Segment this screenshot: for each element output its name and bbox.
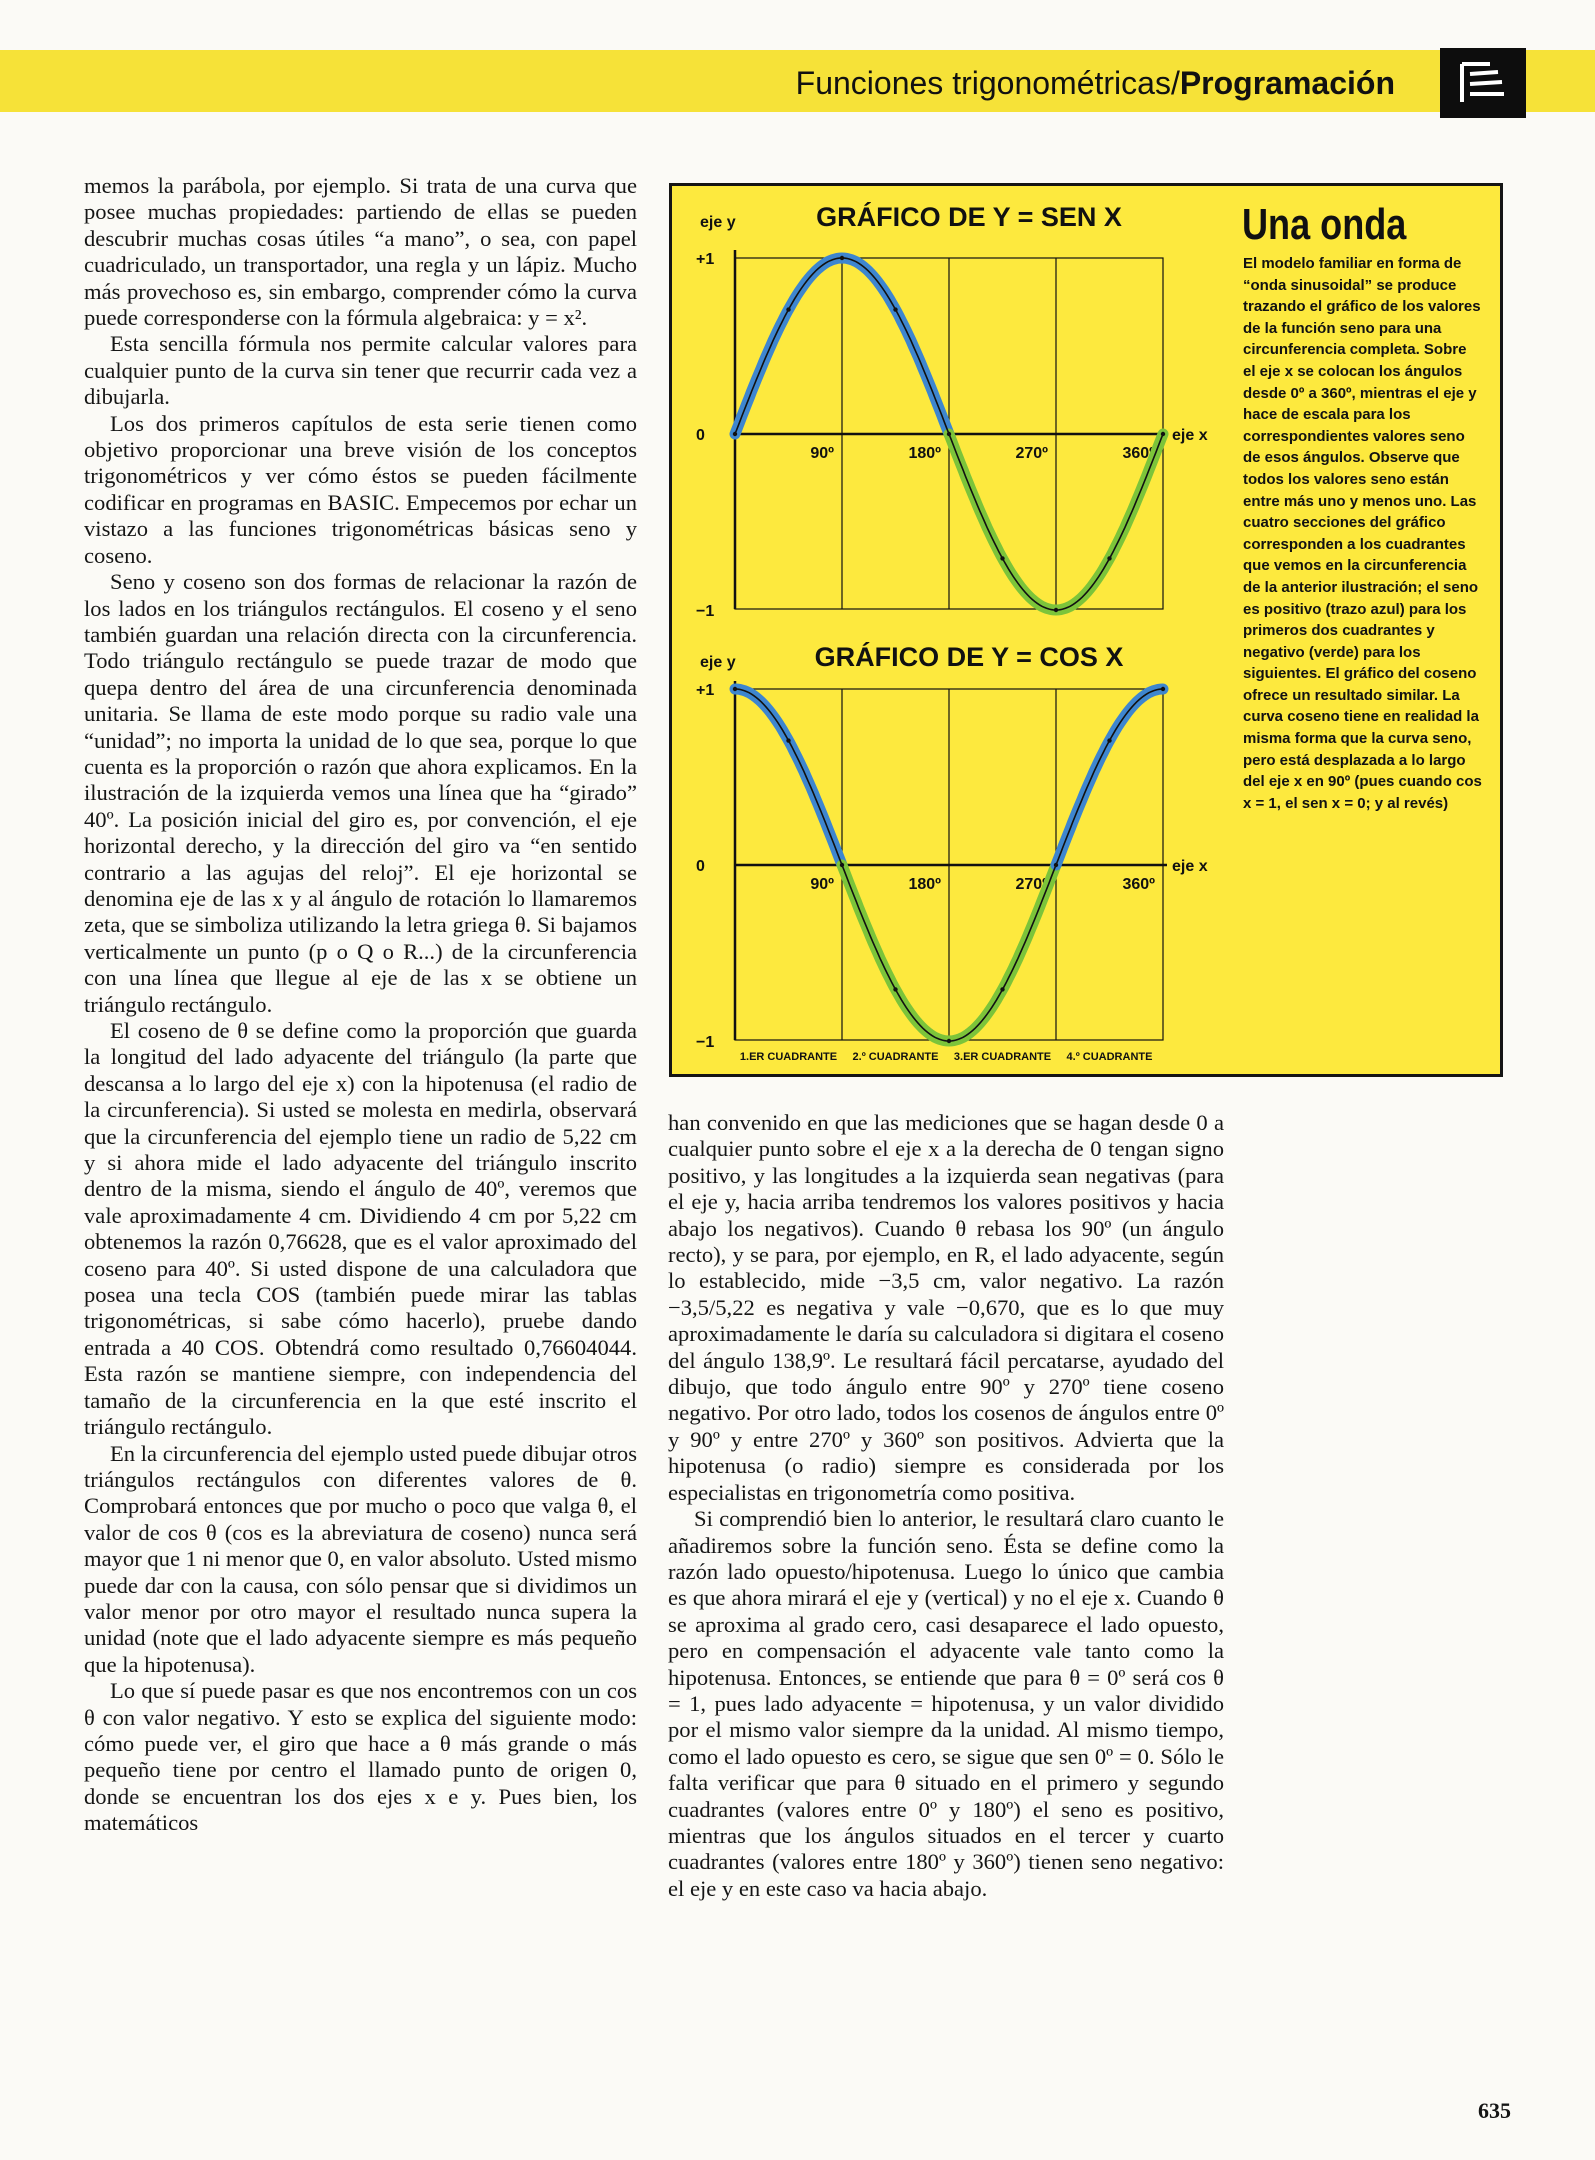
paragraph: Seno y coseno son dos formas de relacionar la razón de los lados en los triángulos rectángulos. El coseno y el seno también guardan una relación directa con la circunferencia. Todo triángulo rectángulo se puede trazar de modo que quepa dentro del área de una circunferencia denominada unitaria. Se llama de este modo porque su radio vale una “unidad”; no importa la unidad de lo que sea, porque lo que cuenta es la proporción o razón que ahora explicamos. En la ilustración de la izquierda vemos una línea que ha “girado” 40º. La posición inicial del giro es, por convención, el eje horizontal derecho, y la dirección del giro va “en sentido contrario a las agujas del reloj”. El eje horizontal se denomina eje de las x y al ángulo de rotación lo llamaremos zeta, que se simboliza utilizando la letra griega θ. Si bajamos verticalmente un punto (p o Q o R...) de la circunferencia con una línea que llegue al eje de las x se obtiene un triángulo rectángulo. <box>84 569 637 1017</box>
x-tick-label: 180º <box>908 876 941 893</box>
x-tick-label: 360º <box>1122 876 1155 893</box>
right-text-column <box>668 1110 1224 1902</box>
paragraph: memos la parábola, por ejemplo. Si trata de una curva que posee muchas propiedades: partiendo de ellas se pueden descubrir muchas cosas útiles “a mano”, o sea, con papel cuadriculado, un transportador, una regla y un lápiz. Mucho más provechoso es, sin embargo, comprender cómo la curva puede corresponderse con la fórmula algebraica: y = x². <box>84 173 637 331</box>
quadrant-label: 3.ER CUADRANTE <box>953 1051 1052 1063</box>
graph-title: GRÁFICO DE Y = COS X <box>814 642 1124 672</box>
paragraph: Los dos primeros capítulos de esta serie tienen como objetivo proporcionar una breve visión de los conceptos trigonométricos y ver cómo éstos se pueden fácilmente codificar en programas en BASIC. Empecemos por echar un vistazo a las funciones trigonométricas básicas seno y coseno. <box>84 410 637 568</box>
header-section: Funciones trigonométricas/ <box>795 65 1180 101</box>
left-text-column <box>84 173 637 1837</box>
x-tick-label: 270º <box>1015 445 1048 462</box>
paragraph: Lo que sí puede pasar es que nos encontremos con un cos θ con valor negativo. Y esto se explica del siguiente modo: cómo puede ver, el giro que hace a θ más grande o más pequeño tiene por centro el llamado punto de origen 0, donde se encuentran los dos ejes x e y. Pues bien, los matemáticos <box>84 1678 637 1836</box>
x-tick-label: 270º <box>1015 876 1048 893</box>
caption-text: El modelo familiar en forma de “onda sinusoidal” se produce trazando el gráfico de los valores de la función seno para una circunferencia completa. Sobre el eje x se colocan los ángulos desde 0º a 360º, mientras el eje y hace de escala para los correspondientes valores seno de esos ángulos. Observe que todos los valores seno están entre más uno y menos uno. Las cuatro secciones del gráfico corresponden a los cuadrantes que vemos en la circunferencia de la anterior ilustración; el seno es positivo (trazo azul) para los primeros dos cuadrantes y negativo (verde) para los siguientes. El gráfico del coseno ofrece un resultado similar. La curva coseno tiene en realidad la misma forma que la curva seno, pero está desplazada a lo largo del eje x en 90º (pues cuando cos x = 1, el sen x = 0; y al revés) <box>1243 255 1482 812</box>
running-header <box>796 65 1395 102</box>
paragraph: Si comprendió bien lo anterior, le resultará claro cuanto le añadiremos sobre la función seno. Ésta se define como la razón lado opuesto/hipotenusa. Luego lo único que cambia es que ahora mirará el eje y (vertical) y no el eje x. Cuando θ se aproxima al grado cero, casi desaparece el lado opuesto, pero en compensación el adyacente vale tanto como la hipotenusa. Entonces, se entiende que para θ = 0º será cos θ = 1, pues lado adyacente = hipotenusa, y un valor dividido por el mismo valor siempre da la unidad. Al mismo tiempo, como el lado opuesto es cero, se sigue que sen 0º = 0. Sólo le falta verificar que para θ situado en el primero y segundo cuadrantes (valores entre 0º y 180º) el seno es positivo, mientras que los ángulos situados en el tercer y cuarto cuadrantes (valores entre 180º y 360º) tienen seno negativo: el eje y en este caso va hacia abajo. <box>668 1506 1224 1901</box>
paragraph: En la circunferencia del ejemplo usted puede dibujar otros triángulos rectángulos con diferentes valores de θ. Comprobará entonces que por mucho o poco que valga θ, el valor de cos θ (cos es la abreviatura de coseno) nunca será mayor que 1 ni menor que 0, en valor absoluto. Usted mismo puede dar con la causa, con sólo pensar que si dividimos un valor menor por otro mayor el resultado nunca supera la unidad (note que el lado adyacente siempre es más pequeño que la hipotenusa). <box>84 1440 637 1677</box>
y-axis-label: eje y <box>700 654 736 671</box>
x-tick-label: 180º <box>908 445 941 462</box>
paragraph: El coseno de θ se define como la proporción que guarda la longitud del lado adyacente del triángulo (la parte que descansa a lo largo del eje x) con la hipotenusa (el radio de la circunferencia). Si usted se molesta en medirla, observará que la circunferencia del ejemplo tiene un radio de 5,22 cm y si ahora mide el lado adyacente del triángulo inscrito dentro de la misma, siendo el ángulo de 40º, veremos que vale aproximadamente 4 cm. Dividiendo 4 cm por 5,22 cm obtenemos la razón 0,76628, que es el valor aproximado del coseno para 40º. Si usted dispone de una calculadora que posea una tecla COS (también puede mirar las tablas trigonométricas, si sabe cómo hacerlo), pruebe dando entrada a 40 COS. Obtendrá como resultado 0,76604044. Esta razón se mantiene siempre, con independencia del tamaño de la circunferencia en la que esté inscrito el triángulo rectángulo. <box>84 1018 637 1440</box>
x-axis-label: eje x <box>1172 427 1208 444</box>
caption-title: Una onda <box>1242 200 1407 249</box>
x-axis-label: eje x <box>1172 858 1208 875</box>
y-tick-label: −1 <box>696 603 715 620</box>
x-tick-label: 90º <box>810 876 834 893</box>
curve-segment-positivo <box>735 689 842 865</box>
graph-title: GRÁFICO DE Y = SEN X <box>816 202 1122 232</box>
graphs <box>672 186 1232 1074</box>
x-tick-label: 90º <box>810 445 834 462</box>
header-topic: Programación <box>1179 65 1395 101</box>
quadrant-label: 1.ER CUADRANTE <box>739 1051 838 1063</box>
paragraph: han convenido en que las mediciones que se hagan desde 0 a cualquier punto sobre el eje x a la derecha de 0 tengan signo positivo, y las longitudes a la izquierda sean negativas (para el eje y, hacia arriba tendremos los valores positivos y hacia abajo los negativos). Cuando θ rebasa los 90º (un ángulo recto), y se para, por ejemplo, en R, el lado adyacente, según lo establecido, mide −3,5 cm, valor negativo. La razón −3,5/5,22 es negativa y vale −0,670, que es lo que muy aproximadamente le daría su calculadora si digitara el coseno del ángulo 138,9º. Le resultará fácil percatarse, ayudado del dibujo, que todo ángulo entre 90º y 270º tiene coseno negativo. Por otro lado, todos los cosenos de ángulos entre 0º y 90º y entre 270º y 360º son positivos. Advierta que la hipotenusa (o radio) siempre es considerada por los especialistas en trigonometría como positiva. <box>668 1110 1224 1505</box>
y-tick-label: −1 <box>696 1034 715 1051</box>
y-axis-label: eje y <box>700 214 736 231</box>
y-tick-label: 0 <box>696 427 705 444</box>
y-tick-label: +1 <box>696 682 715 699</box>
series-logo <box>1440 48 1526 118</box>
y-tick-label: +1 <box>696 251 715 268</box>
quadrant-label: 4.º CUADRANTE <box>1066 1051 1153 1063</box>
paragraph: Esta sencilla fórmula nos permite calcular valores para cualquier punto de la curva sin tener que recurrir cada vez a dibujarla. <box>84 331 637 410</box>
figure-panel <box>669 183 1503 1077</box>
series-logo-icon <box>1440 48 1526 118</box>
quadrant-label: 2.º CUADRANTE <box>852 1051 939 1063</box>
y-tick-label: 0 <box>696 858 705 875</box>
page-number: 635 <box>1478 2098 1511 2123</box>
curve-segment-positivo <box>1056 689 1163 865</box>
x-tick-label: 360º <box>1122 445 1155 462</box>
